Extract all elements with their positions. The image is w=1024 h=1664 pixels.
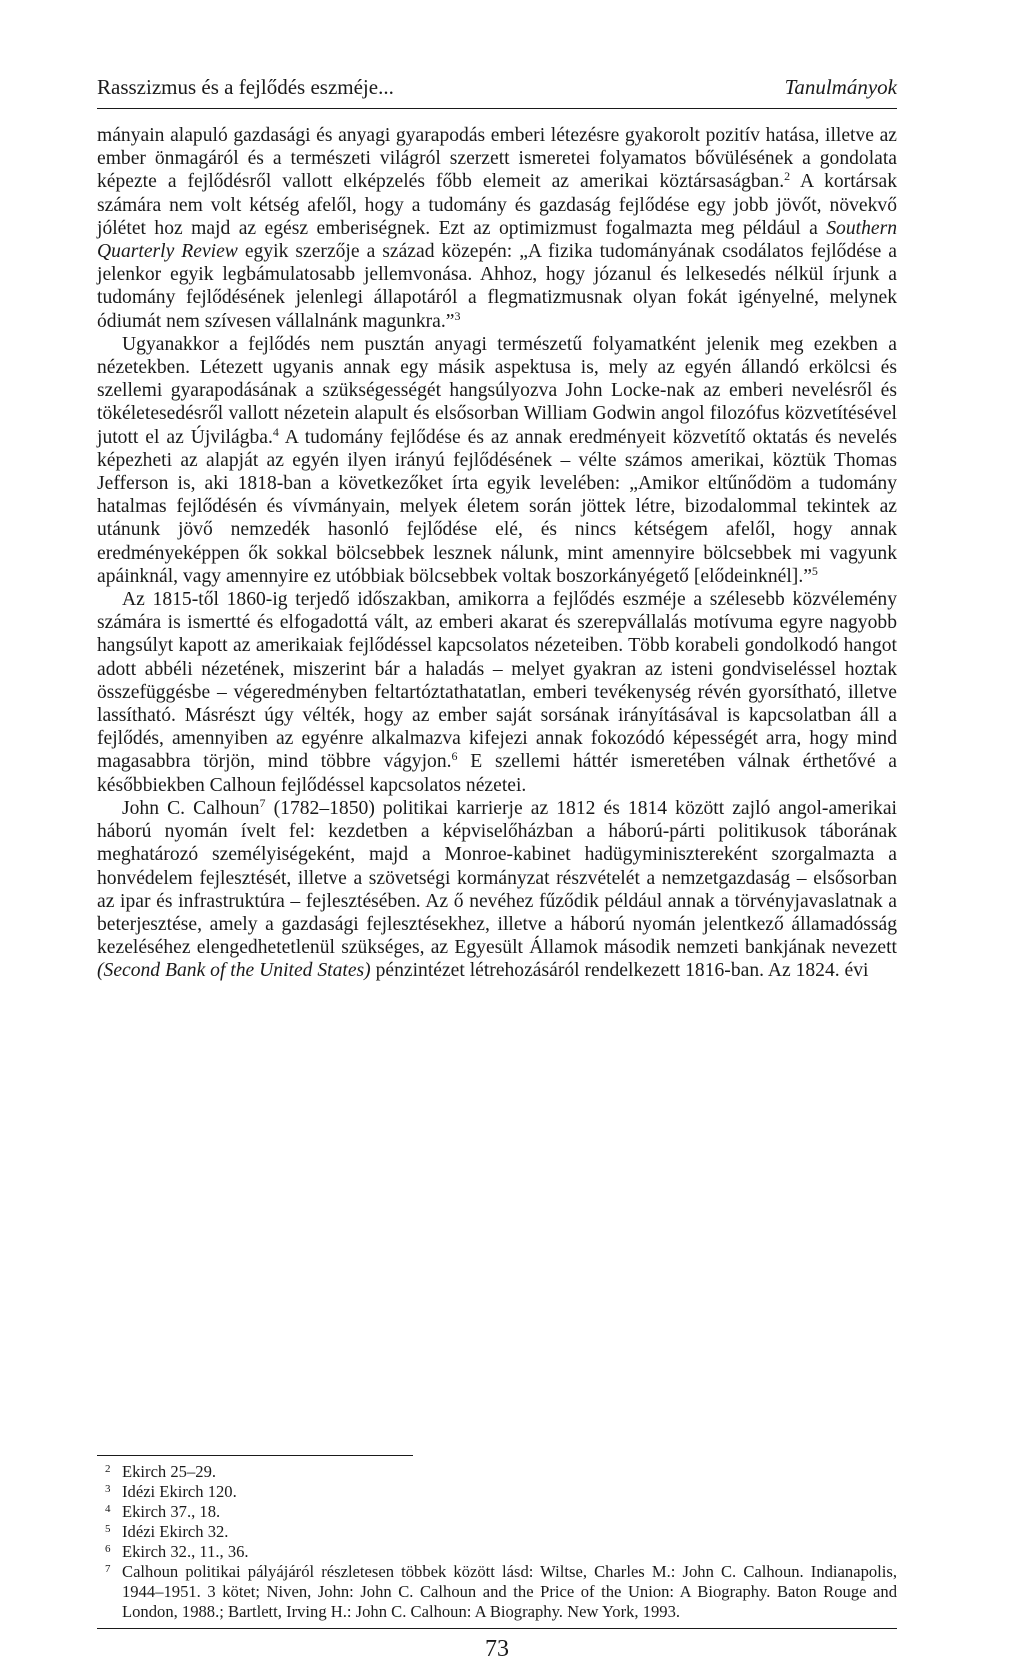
footnote-number: 5 bbox=[105, 1523, 111, 1535]
footnote-number: 4 bbox=[105, 1503, 111, 1515]
paragraph-1 bbox=[97, 124, 897, 333]
footnote-ref-2[interactable]: 2 bbox=[784, 169, 791, 184]
footnote-text: Ekirch 25–29. bbox=[122, 1462, 217, 1481]
bottom-divider bbox=[97, 1628, 897, 1629]
text-span: E szellemi háttér ismeretében válnak érthetővé a későbbiekben Calhoun fejlődéssel kapcsolatos nézetei. bbox=[97, 751, 897, 796]
footnote-number: 7 bbox=[105, 1563, 111, 1575]
footnote-4 bbox=[97, 1502, 897, 1522]
footnote-text: Ekirch 32., 11., 36. bbox=[122, 1542, 249, 1561]
footnote-ref-7[interactable]: 7 bbox=[259, 795, 266, 810]
footnote-3 bbox=[97, 1482, 897, 1502]
paragraph-3 bbox=[97, 588, 897, 797]
footnote-7 bbox=[97, 1562, 897, 1622]
footnote-ref-3[interactable]: 3 bbox=[454, 308, 461, 323]
footnote-number: 6 bbox=[105, 1543, 111, 1555]
footnote-text: Idézi Ekirch 120. bbox=[122, 1482, 237, 1501]
paragraph-4 bbox=[97, 797, 897, 983]
footnote-ref-4[interactable]: 4 bbox=[272, 424, 279, 439]
body-text bbox=[97, 124, 897, 983]
footnote-number: 2 bbox=[105, 1463, 111, 1475]
paragraph-2 bbox=[97, 333, 897, 588]
footnote-5 bbox=[97, 1522, 897, 1542]
footnote-6 bbox=[97, 1542, 897, 1562]
header-title: Rasszizmus és a fejlődés eszméje... bbox=[97, 75, 394, 99]
header-section: Tanulmányok bbox=[784, 75, 897, 99]
footnote-number: 3 bbox=[105, 1483, 111, 1495]
text-span: A tudomány fejlődése és az annak eredményeit közvetítő oktatás és nevelés képezheti az alapját az egyén ilyen irányú fejlődésének – vélte számos amerikai, köztük Thomas Jefferson is, aki 1818-ban a következőket írta egyik levelében: „Amikor eltűnődöm a tudomány hatalmas fejlődésén és vívmányain, melyek életem során jöttek létre, bizodalommal tekintek az utánunk jövő nemzedék hasonló fejlődése elé, és nincs kétségem afelől, hogy annak eredményeképpen ők sokkal bölcsebbek lesznek nálunk, mint amennyire bölcsebbek mi vagyunk apáinknál, vagy amennyire ez utóbbiak bölcsebbek voltak boszorkányégető [elődeinknél].” bbox=[97, 426, 897, 587]
page-number: 73 bbox=[485, 1636, 509, 1662]
footnote-text: Ekirch 37., 18. bbox=[122, 1502, 221, 1521]
footnote-divider bbox=[97, 1455, 413, 1456]
text-span: mányain alapuló gazdasági és anyagi gyarapodás emberi létezésre gyakorolt pozitív hatása, illetve az ember önmagáról és a természeti világról szerzett ismeretei folyamatos bővülésének a gondolata képezte a fejlődésről vallott elképzelés főbb elemeit az amerikai köztársaságban. bbox=[97, 125, 897, 193]
text-span: (1782–1850) politikai karrierje az 1812 és 1814 között zajló angol-amerikai háború nyomán ívelt fel: kezdetben a képviselőházban a háború-párti politikusok táborának meghatározó személyiségeként, majd a Monroe-kabinet hadügyminisztereként szorgalmazta a honvédelem fejlesztését, illetve a szövetségi kormányzat részvételét a nemzetgazdaság – elsősorban az ipar és infrastruktúra – fejlesztésében. Az ő nevéhez fűződik például annak a törvényjavaslatnak a beterjesztése, amely a gazdasági fejlesztésekhez, illetve a háború nyomán jelentkező államadósság kezeléséhez elengedhetetlenül szükséges, az Egyesült Államok második nemzeti bankjának nevezett bbox=[97, 797, 897, 959]
footnote-2 bbox=[97, 1462, 897, 1482]
footnote-ref-5[interactable]: 5 bbox=[811, 563, 818, 578]
header-divider bbox=[97, 108, 897, 109]
bank-name-italic: (Second Bank of the United States) bbox=[97, 960, 371, 982]
footnote-ref-6[interactable]: 6 bbox=[451, 749, 458, 764]
text-span: pénzintézet létrehozásáról rendelkezett 1816-ban. Az 1824. évi bbox=[370, 960, 869, 982]
footnote-text: Idézi Ekirch 32. bbox=[122, 1522, 229, 1541]
text-span: egyik szerzője a század közepén: „A fizika tudományának csodálatos fejlődése a jelenkor egyik legbámulatosabb jellemvonása. Ahhoz, hogy józanul és lelkesedés nélkül írjunk a tudomány fejlődésének jelenlegi állapotáról a flegmatizmusnak olyan fokát igényelné, melynek ódiumát nem szívesen vállalnánk magunkra.” bbox=[97, 241, 897, 332]
text-span: A kortársak számára nem volt kétség afelől, hogy a tudomány és gazdaság fejlődése egy jobb jövőt, növekvő jólétet hoz majd az egész emberiségnek. Ezt az optimizmust fogalmazta meg például a bbox=[97, 171, 897, 239]
text-span: Ugyanakkor a fejlődés nem pusztán anyagi természetű folyamatként jelenik meg ezekben a nézetekben. Létezett ugyanis annak egy másik aspektusa is, mely az egyén állandó erkölcsi és szellemi gyarapodásának a szükségességét hangsúlyozva John Locke-nak az emberi nevelésről és tökéletesedésről vallott nézetein alapult és elsősorban William Godwin angol filozófus közvetítésével jutott el az Újvilágba. bbox=[97, 333, 897, 448]
text-span: Az 1815-től 1860-ig terjedő időszakban, amikorra a fejlődés eszméje a szélesebb közvélemény számára is ismertté és elfogadottá vált, az emberi akarat és szerepvállalás motívuma egyre nagyobb hangsúlyt kapott az amerikaiak fejlődéssel kapcsolatos nézeteiben. Több korabeli gondolkodó hangot adott abbéli nézetének, miszerint bár a haladás – melyet gyakran az isteni gondviseléssel hoztak összefüggésbe – végeredményben feltartóztathatatlan, emberi tevékenység révén gyorsítható, illetve lassítható. Másrészt úgy vélték, hogy az ember saját sorsának irányításával is kapcsolatban áll a fejlődés, amennyiben az egyénre alkalmazva kifejezi annak fokozódó képességét arra, hogy mind magasabbra törjön, mind többre vágyjon. bbox=[97, 589, 897, 773]
footnote-text: Calhoun politikai pályájáról részletesen többek között lásd: Wiltse, Charles M.: John C. Calhoun. Indianapolis, 1944–1951. 3 kötet; Niven, John: John C. Calhoun and the Price of the Union: A Biography. Baton Rouge and London, 1988.; Bartlett, Irving H.: John C. Calhoun: A Biography. New York, 1993. bbox=[122, 1562, 897, 1621]
journal-title: Southern Quarterly Review bbox=[97, 217, 897, 263]
text-span: John C. Calhoun bbox=[122, 797, 260, 819]
footnotes bbox=[97, 1462, 897, 1622]
